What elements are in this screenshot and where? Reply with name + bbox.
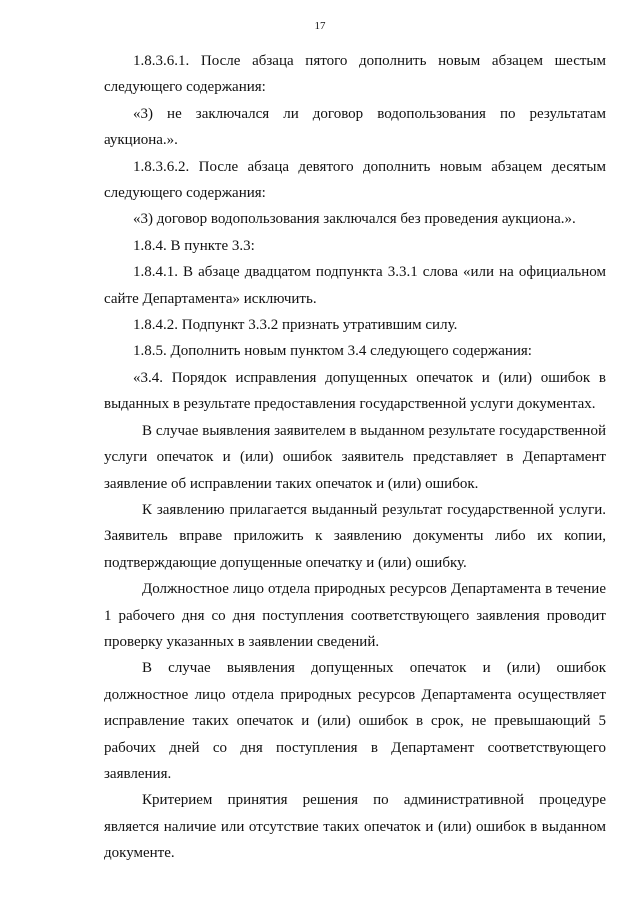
paragraph-3-4-heading: «3.4. Порядок исправления допущенных опечаток и (или) ошибок в выданных в результате предоставления государственной услуги документах. (104, 369, 606, 413)
paragraph-1-8-3-6-1: 1.8.3.6.1. После абзаца пятого дополнить новым абзацем шестым следующего содержания: (104, 53, 606, 96)
page-number: 17 (314, 20, 326, 32)
paragraph-decision-criterion: Критерием принятия решения по административной процедуре является наличие или отсутствие таких опечаток и (или) ошибок в выданном документе. (104, 792, 606, 862)
paragraph-quote-auction-result: «3) не заключался ли договор водопользования по результатам аукциона.». (104, 105, 606, 149)
paragraph-1-8-3-6-2: 1.8.3.6.2. После абзаца девятого дополнить новым абзацем десятым следующего содержания: (104, 158, 606, 202)
paragraph-1-8-5: 1.8.5. Дополнить новым пунктом 3.4 следующего содержания: (133, 343, 532, 360)
paragraph-1-8-4-2: 1.8.4.2. Подпункт 3.3.2 признать утратившим силу. (133, 317, 458, 334)
paragraph-correction-period: В случае выявления допущенных опечаток и (или) ошибок должностное лицо отдела природных ресурсов Департамента осуществляет исправление таких опечаток и (или) ошибок в срок, не превышающий 5 рабочих дней со дня поступления в Департамент соответствующего заявления. (104, 660, 606, 782)
paragraph-official-check: Должностное лицо отдела природных ресурсов Департамента в течение 1 рабочего дня со дня поступления соответствующего заявления проводит проверку указанных в заявлении сведений. (104, 581, 606, 650)
paragraph-1-8-4-1: 1.8.4.1. В абзаце двадцатом подпункта 3.3.1 слова «или на официальном сайте Департамента» исключить. (104, 264, 606, 307)
document-body (104, 48, 606, 867)
paragraph-attachments: К заявлению прилагается выданный результат государственной услуги. Заявитель вправе приложить к заявлению документы либо их копии, подтверждающие допущенные опечатку и (или) ошибку. (104, 501, 606, 571)
paragraph-applicant-request: В случае выявления заявителем в выданном результате государственной услуги опечаток и (или) ошибок заявитель представляет в Департамент заявление об исправлении таких опечаток и (или) ошибок. (104, 422, 606, 492)
paragraph-quote-without-auction: «3) договор водопользования заключался без проведения аукциона.». (133, 211, 576, 228)
paragraph-1-8-4: 1.8.4. В пункте 3.3: (133, 237, 255, 254)
